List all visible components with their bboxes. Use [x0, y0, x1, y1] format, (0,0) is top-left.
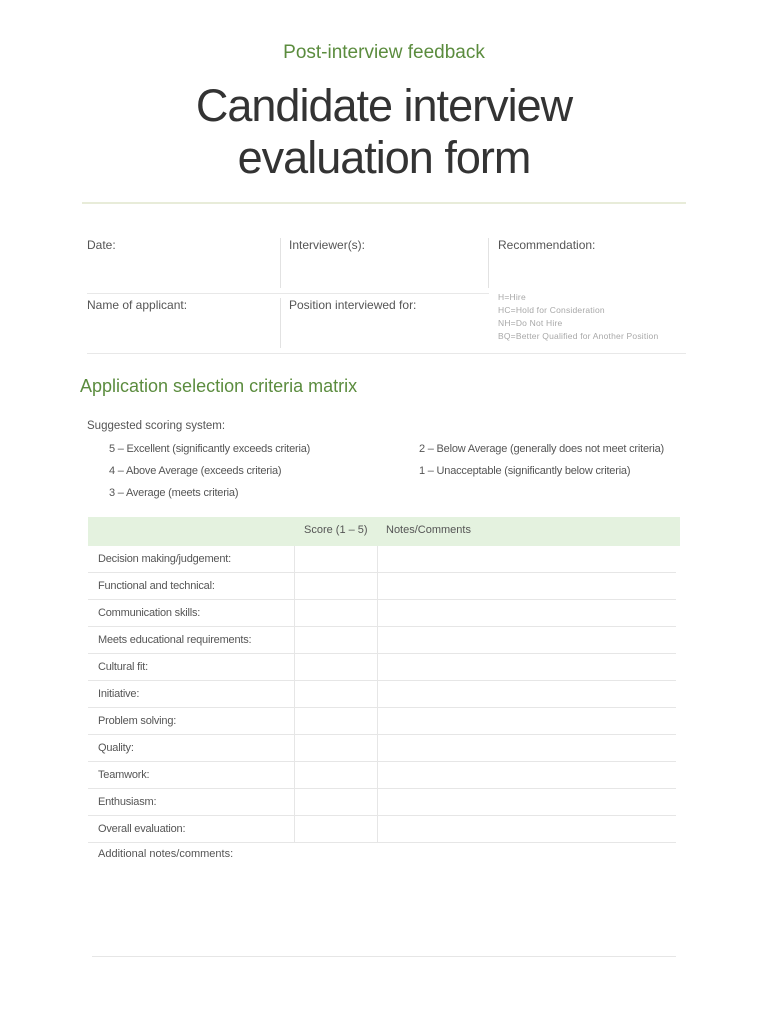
form-subtitle: Post-interview feedback: [283, 42, 485, 63]
score-column-header: Score (1 – 5): [304, 524, 368, 536]
applicant-name-label: Name of applicant:: [87, 298, 188, 312]
criteria-label: Enthusiasm:: [98, 796, 157, 808]
criteria-row: [88, 600, 676, 627]
criteria-label: Initiative:: [98, 688, 140, 700]
score-cell[interactable]: [294, 816, 378, 842]
position-label: Position interviewed for:: [289, 298, 417, 312]
info-divider: [280, 238, 281, 288]
applicant-info-grid: [82, 230, 686, 354]
criteria-row: [88, 681, 676, 708]
notes-cell[interactable]: [377, 546, 676, 572]
notes-cell[interactable]: [377, 789, 676, 815]
score-cell[interactable]: [294, 681, 378, 707]
score-cell[interactable]: [294, 600, 378, 626]
criteria-row: [88, 735, 676, 762]
score-item: 1 – Unacceptable (significantly below criteria): [419, 465, 631, 477]
legend-item: NH=Do Not Hire: [498, 318, 563, 328]
criteria-row: [88, 654, 676, 681]
legend-item: BQ=Better Qualified for Another Position: [498, 331, 659, 341]
info-row-divider: [87, 293, 489, 294]
criteria-label: Communication skills:: [98, 607, 201, 619]
criteria-row: [88, 627, 676, 654]
title-line-1: Candidate interview: [195, 80, 573, 131]
notes-cell[interactable]: [377, 708, 676, 734]
additional-notes-label: Additional notes/comments:: [98, 848, 234, 860]
criteria-row: [88, 546, 676, 573]
criteria-matrix: [88, 517, 680, 843]
header-divider: [82, 202, 686, 204]
date-label: Date:: [87, 238, 116, 252]
legend-item: HC=Hold for Consideration: [498, 305, 605, 315]
title-line-2: evaluation form: [237, 132, 531, 183]
notes-cell[interactable]: [377, 762, 676, 788]
criteria-row: [88, 573, 676, 600]
score-cell[interactable]: [294, 654, 378, 680]
score-item: 3 – Average (meets criteria): [109, 487, 239, 499]
notes-cell[interactable]: [377, 735, 676, 761]
info-bottom-divider: [87, 353, 686, 354]
matrix-heading: Application selection criteria matrix: [80, 376, 358, 396]
notes-cell[interactable]: [377, 600, 676, 626]
scoring-label: Suggested scoring system:: [87, 420, 226, 432]
notes-cell[interactable]: [377, 816, 676, 842]
criteria-label: Quality:: [98, 742, 134, 754]
additional-notes-field[interactable]: [92, 868, 676, 956]
interviewers-label: Interviewer(s):: [289, 238, 366, 252]
score-item: 4 – Above Average (exceeds criteria): [109, 465, 282, 477]
criteria-label: Problem solving:: [98, 715, 177, 727]
criteria-label: Cultural fit:: [98, 661, 148, 673]
score-cell[interactable]: [294, 573, 378, 599]
recommendation-legend: [498, 291, 658, 343]
criteria-label: Meets educational requirements:: [98, 634, 252, 646]
criteria-label: Functional and technical:: [98, 580, 215, 592]
notes-cell[interactable]: [377, 573, 676, 599]
score-item: 2 – Below Average (generally does not meet criteria): [419, 443, 664, 455]
legend-item: H=Hire: [498, 292, 526, 302]
matrix-header-row: [88, 517, 680, 546]
criteria-row: [88, 762, 676, 789]
form-title: [0, 80, 768, 184]
score-cell[interactable]: [294, 708, 378, 734]
score-item: 5 – Excellent (significantly exceeds criteria): [109, 443, 311, 455]
notes-cell[interactable]: [377, 654, 676, 680]
score-cell[interactable]: [294, 546, 378, 572]
criteria-label: Overall evaluation:: [98, 823, 186, 835]
criteria-row: [88, 816, 676, 843]
score-cell[interactable]: [294, 789, 378, 815]
matrix-rows: [88, 546, 680, 843]
notes-column-header: Notes/Comments: [386, 524, 471, 536]
criteria-row: [88, 708, 676, 735]
info-divider: [488, 238, 489, 288]
notes-cell[interactable]: [377, 681, 676, 707]
info-divider: [280, 298, 281, 348]
criteria-label: Teamwork:: [98, 769, 150, 781]
score-cell[interactable]: [294, 735, 378, 761]
score-cell[interactable]: [294, 762, 378, 788]
criteria-label: Decision making/judgement:: [98, 553, 231, 565]
recommendation-label: Recommendation:: [498, 238, 596, 252]
bottom-divider: [92, 956, 676, 957]
notes-cell[interactable]: [377, 627, 676, 653]
score-cell[interactable]: [294, 627, 378, 653]
criteria-row: [88, 789, 676, 816]
